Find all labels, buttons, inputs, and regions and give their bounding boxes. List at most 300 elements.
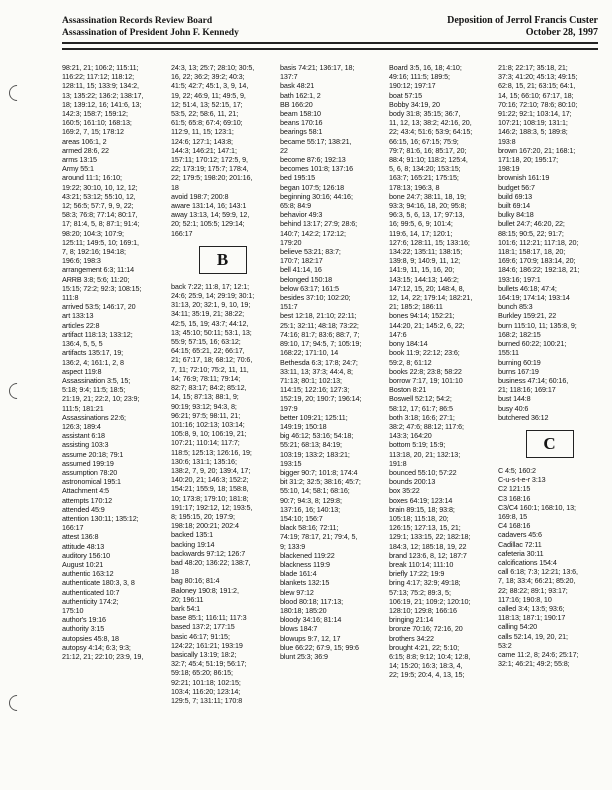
index-entry [171,540,274,549]
index-entry-page-refs: 118:13; 187:1; 190:17 [498,613,566,623]
index-entry [62,265,165,274]
index-entry [498,63,601,146]
index-entry [280,183,383,192]
index-entry-page-refs: 74:16; 81:7; 83:6; 88:7, 7; [280,329,360,339]
index-entry [280,468,383,477]
index-entry-term-line: blood 80:18; 117:13; [280,596,344,606]
index-entry-term-line: break 110:14; 111:10 [389,559,454,569]
index-entry-term-line: basically 13:19; 18:2; [171,649,237,659]
index-entry-page-refs: 118:1; 158:17, 18, 20; [498,247,566,257]
index-entry-page-refs: 175:10 [62,605,84,615]
index-entry-page-refs: 79:7; 81:6, 16; 85:17, 20; [389,145,467,155]
index-entry-page-refs: 59:2, 8; 61:12 [389,357,432,367]
index-entry-term-line: came 11:2, 8; 24:6; 25:17; [498,649,579,659]
index-entry-term-line: 24:3, 13; 25:7; 28:10; 30:5, [171,63,255,72]
index-entry-term-line: C3/C4 160:1; 168:10, 13; [498,502,576,512]
index-entry-term-line: articles 22:8 [62,320,100,330]
index-entry-term-line: bunch 85:3 [498,302,533,312]
index-entry [280,155,383,164]
index-entry [389,486,492,495]
index-entry [498,367,601,376]
index-entry [498,146,601,174]
index-entry-term-line: auditory 156:10 [62,550,111,560]
index-entry [389,192,492,312]
index-entry-term-line: bell 41:14, 16 [280,265,322,275]
index-entry-page-refs: 22; 19:5; 20:4, 4, 13, 15; [389,670,465,680]
index-entry [62,311,165,320]
index-entry-page-refs: 139:8, 9; 140:9, 11, 12; [389,256,460,266]
index-entry [171,192,274,201]
index-entry [171,282,274,530]
index-entry-page-refs: 157:11; 170:12; 172:5, 9, [171,155,248,165]
index-entry-term-line: beam 158:10 [280,109,321,119]
index-entry-term-line: bronze 70:16; 72:16, 20 [389,624,463,634]
index-entry-page-refs: 140:20, 21; 146:3; 152:2; [171,475,249,485]
index-entry [280,569,383,578]
index-entry-term-line: bottom 5:19; 15:9; [389,440,446,450]
index-entry-page-refs: 178:13; 196:3, 8 [389,182,440,192]
index-entry [498,404,601,413]
index-entry-term-line: artifacts 135:17, 19; [62,348,124,358]
index-entry-term-line: bust 144:8 [498,394,531,404]
index-entry-term-line: blows 184:7 [280,624,318,634]
index-entry [62,597,165,615]
index-entry-term-line: bounced 55:10; 57:22 [389,467,457,477]
index-entry [62,624,165,633]
index-entry-term-line: away 13:13, 14; 59:9, 12, [171,210,250,220]
index-entry [389,385,492,394]
index-entry-page-refs: 88:4; 91:10; 118:2; 125:4, [389,155,468,165]
index-entry-term-line: areas 106:1, 2 [62,136,107,146]
index-entry-page-refs: 32:1; 46:21; 49:2; 55:8; [498,659,570,669]
index-entry-term-line: blade 161:4 [280,569,317,579]
index-entry-term-line: briefly 17:22; 19:9 [389,569,445,579]
index-entry-term-line: Army 55:1 [62,164,94,174]
index-entry [389,569,492,578]
index-entry-page-refs: 53:2 [498,640,512,650]
index-entry-term-line: behind 13:17; 27:9; 28:6; [280,219,358,229]
index-entry-page-refs: 58:12, 17; 61:7; 86:5 [389,403,453,413]
section-letter-c: C [526,430,574,458]
index-entry-page-refs: 149:19; 150:18 [280,421,327,431]
index-entry-term-line: authentic 163:12 [62,569,114,579]
index-entry-page-refs: 134:22; 135:11; 138:15; [389,247,463,257]
index-entry-term-line: avoid 198:7; 200:8 [171,191,229,201]
index-entry-term-line: bullet 24:7; 46:20, 22; [498,219,565,229]
index-entry-term-line: author's 19:16 [62,615,106,625]
index-entry [280,173,383,182]
binder-hole-top [6,82,29,105]
index-entry-page-refs: 49:16; 111:5; 189:5; [389,72,450,82]
index-entry-term-line: Burkley 159:21, 22 [498,311,557,321]
index-entry-term-line: believe 53:21; 83:7; [280,247,341,257]
index-entry-term-line: attitude 48:13 [62,541,105,551]
index-entry-page-refs: 164:19; 174:14; 193:14 [498,293,570,303]
index-entry [389,624,492,633]
index-entry-page-refs: 179:20 [280,237,302,247]
index-entry-page-refs: 96:21; 97:5; 98:11, 21; [171,410,241,420]
index-entry [280,634,383,643]
index-entry-page-refs: 191:8 [389,458,407,468]
index-entry [498,302,601,311]
index-entry-page-refs: 103:19; 133:2; 183:21; [280,449,350,459]
index-entry [389,496,492,505]
index-entry-term-line: becomes 101:8; 137:16 [280,164,354,174]
index-entry [498,192,601,201]
index-entry [498,210,601,219]
index-entry-page-refs: 92:21; 101:18; 102:15; [171,677,241,687]
index-entry-term-line: cafeteria 30:11 [498,548,544,558]
index-entry-term-line: authenticated 10:7 [62,587,120,597]
index-entry [280,137,383,155]
index-entry-term-line: based 137:2; 177:15 [171,622,235,632]
index-entry-term-line: bullets 46:18; 47:4; [498,283,557,293]
index-entry-term-line: bag 80:16; 81:4 [171,576,220,586]
index-entry-term-line: backed 135:1 [171,530,213,540]
index-entry [62,477,165,486]
index-entry [171,604,274,613]
index-entry-term-line: backing 19:14 [171,539,215,549]
index-entry-page-refs: 168:22; 171:10, 14 [280,348,339,358]
index-entry-term-line: attention 130:11; 135:12; [62,513,139,523]
index-entry-term-line: bigger 90:7; 101:8; 174:4 [280,467,358,477]
index-entry-page-refs: 190:12; 197:17 [389,81,436,91]
index-entry-term-line: boxes 64:19; 123:14 [389,495,453,505]
index-entry-term-line: attempts 170:12 [62,495,113,505]
index-entry-page-refs: 55:21; 68:13; 84:19; [280,440,342,450]
index-entry-page-refs: 138:2, 7, 9, 20; 139:4, 17; [171,465,251,475]
index-entry-term-line: blew 97:12 [280,587,314,597]
index-entry-term-line: assumption 78:20 [62,467,118,477]
index-entry-term-line: busy 40:6 [498,403,529,413]
index-entry-page-refs: 91:22; 92:1; 103:14, 17; [498,109,572,119]
index-column-5 [498,63,601,789]
index-column-4 [389,63,492,789]
index-entry [62,155,165,164]
index-entry-term-line: become 87:6; 192:13 [280,155,346,165]
index-entry-term-line: bone 24:7; 38:11, 18, 19; [389,191,466,201]
index-entry-term-line: Boswell 52:12; 54:2; [389,394,452,404]
index-entry [171,632,274,650]
index-entry-term-line: base 85:1; 116:11; 117:3 [171,613,247,623]
index-entry-page-refs: 59:18; 65:20; 86:15; [171,668,233,678]
index-entry [171,576,274,585]
index-entry-term-line: brownish 161:19 [498,173,550,183]
index-entry-page-refs: 43:21; 53:12; 55:10, 12, [62,191,136,201]
index-entry-term-line: bony 184:14 [389,339,428,349]
index-entry [280,477,383,523]
index-entry-term-line: behavior 49:3 [280,210,323,220]
index-entry [389,109,492,192]
index-entry [280,109,383,118]
index-entry [62,367,165,376]
index-entry [62,275,165,303]
index-entry-page-refs: 197:9 [280,403,298,413]
index-entry-page-refs: 22; 179:5; 198:20; 201:16, [171,173,253,183]
index-entry [498,394,601,403]
index-entry [62,542,165,551]
index-entry-term-line: Baloney 190:8; 191:2, [171,585,239,595]
index-entry [498,494,601,503]
index-entry-term-line: C-u-s-t-e-r 3:13 [498,475,546,485]
index-entry-page-refs: 14; 76:9; 78:11; 79:14; [171,373,241,383]
header-right [447,15,598,39]
index-entry-term-line: calls 52:14, 19, 20, 21; [498,631,568,641]
index-entry-page-refs: 17; 81:4, 5, 8; 87:1; 91:4; [62,219,140,229]
index-entry-term-line: arrangement 6:3; 11:14 [62,265,134,275]
index-entry-page-refs: 126:15; 127:13, 15, 21; [389,523,461,533]
index-entry-page-refs: 114:15; 122:16; 127:3; [280,385,350,395]
index-entry-page-refs: 7, 8; 192:16; 194:18; [62,247,126,257]
index-entry-term-line: boat 57:15 [389,90,422,100]
header-rule-bottom [62,48,598,50]
index-entry-page-refs: 103:4; 116:20; 123:14; [171,686,241,696]
index-entry-term-line: big 46:12; 53:16; 54:18; [280,431,354,441]
index-entry [280,219,383,247]
index-entry-term-line: attended 45:9 [62,504,105,514]
index-entry-page-refs: 160:5; 161:10; 168:13; [62,118,132,128]
index-entry-page-refs: 70:16; 72:10; 78:6; 80:10; [498,99,578,109]
index-entry-page-refs: 116:22; 117:12; 118:12; [62,72,135,82]
index-entry-page-refs: 20; 196:11 [171,594,204,604]
index-entry [498,632,601,650]
index-entry-term-line: bounds 200:13 [389,477,436,487]
index-entry-term-line: authenticity 174:2; [62,596,119,606]
index-entry [171,63,274,192]
index-entry-page-refs: 13; 45:10; 50:11; 53:1, 13; [171,327,252,337]
index-entry-term-line: besides 37:10; 102:20; [280,293,351,303]
index-entry-page-refs: 18 [171,182,179,192]
index-entry-page-refs: 65:8; 84:9 [280,201,311,211]
index-entry-term-line: attest 136:8 [62,532,99,542]
index-entry [62,588,165,597]
index-entry [62,560,165,569]
index-entry [280,578,383,587]
index-entry-term-line: basis 74:21; 136:17, 18; [280,63,355,72]
index-entry [498,219,601,283]
index-entry-term-line: bath 162:1, 2 [280,90,321,100]
index-entry-term-line: bring 4:17; 32:9; 49:18; [389,578,461,588]
index-entry-term-line: best 12:18, 21:10; 22:11; [280,311,357,321]
index-entry [389,643,492,680]
index-entry-page-refs: 53:5, 22; 58:6, 11, 21; [171,109,239,119]
index-entry-page-refs: 125:11; 149:5, 10; 169:1, [62,237,139,247]
index-entry [62,450,165,459]
index-entry-term-line: brand 123:6, 8, 12; 187:7 [389,550,467,560]
index-entry-term-line: autopsy 4:14; 6:3; 9:3; [62,642,131,652]
index-entry-page-refs: 198:18; 200:21; 202:4 [171,521,239,531]
index-entry-page-refs: 168:2; 182:15 [498,329,541,339]
index-entry [62,302,165,311]
index-entry-page-refs: 193:16; 197:1 [498,274,541,284]
index-entry [280,431,383,468]
index-entry-term-line: calcifications 154:4 [498,557,557,567]
index-entry-term-line: better 109:21; 125:11; [280,412,348,422]
index-entry-page-refs: 105:8, 9, 10; 106:19, 21; [171,429,247,439]
index-entry [280,91,383,100]
index-entry-page-refs: 12, 14, 22; 179:14; 182:21, [389,293,473,303]
index-entry-page-refs: 61:5; 65:8; 67:4; 69:10; [171,118,243,128]
index-entry-page-refs: 8; 195:15, 20; 197:9; [171,511,235,521]
index-entry-term-line: C 4:5; 160:2 [498,465,536,475]
index-entry-term-line: both 3:18; 16:6; 27:1; [389,412,455,422]
index-entry-term-line: cadavers 45:6 [498,530,542,540]
index-entry [171,586,274,604]
index-entry [498,376,601,394]
index-entry [389,615,492,624]
index-entry-page-refs: 163:7; 165:21; 175:15; [389,173,459,183]
index-entry [171,622,274,631]
index-entry-page-refs: 101:16; 102:13; 103:14; [171,419,245,429]
index-entry-term-line: assumed 199:19 [62,458,114,468]
index-entry-page-refs: 33:11, 13; 37:3; 44:4, 8; [280,366,353,376]
index-entry-page-refs: 191:17; 192:12, 12; 193:5, [171,502,253,512]
index-entry [498,475,601,484]
index-entry [62,63,165,137]
index-entry [389,63,492,91]
index-entry-term-line: blunt 25:3; 36:9 [280,652,328,661]
index-entry-term-line: business 47:14; 60:16, [498,375,569,385]
index-entry-page-refs: 20; 52:1; 105:5; 129:14; [171,219,245,229]
index-entry [280,164,383,173]
index-entry [280,118,383,127]
index-entry [62,615,165,624]
index-entry-page-refs: 193:15 [280,458,302,468]
index-entry-page-refs: 66:15, 16; 67:15; 75:9; [389,136,459,146]
index-entry [62,376,165,413]
index-entry-page-refs: 16, 22; 36:2; 39:2; 40:3; [171,72,245,82]
index-entry [280,284,383,293]
index-entry-page-refs: 154:10; 156:7 [280,513,323,523]
index-entry [498,339,601,357]
index-entry-page-refs: 18 [171,567,179,577]
index-entry-page-refs: 14, 15; 87:13; 88:1, 9; [171,392,239,402]
index-entry-page-refs: 118:5; 125:13; 126:16, 19; [171,447,252,457]
index-entry [280,643,383,652]
index-entry-term-line: backwards 97:12; 126:7 [171,548,246,558]
index-entry [280,615,383,624]
index-entry-term-line: blue 66:22; 67:9, 15; 99:6 [280,642,359,652]
index-entry [389,376,492,385]
index-entry-page-refs: 82:7; 83:17; 84:2; 85:12, [171,383,247,393]
index-entry-page-refs: 128:11, 15; 133:9; 134:2, [62,81,139,91]
index-entry-term-line: armed 28:6, 22 [62,145,109,155]
index-entry [62,348,165,366]
index-entry [280,210,383,219]
index-entry-page-refs: 193:8 [498,136,516,146]
index-entry-page-refs: 62:8, 15, 21; 63:15; 64:1, [498,81,576,91]
index-entry-term-line: August 10:21 [62,559,104,569]
index-entry-page-refs: 18; 139:12, 16; 141:6, 13; [62,99,142,109]
index-entry-term-line: assistant 6:18 [62,431,105,441]
index-entry [62,173,165,265]
index-entry [62,330,165,348]
index-entry-term-line: C2 121:15 [498,484,531,494]
index-entry-page-refs: 21; 67:17, 18; 68:12; 70:6, [171,355,253,365]
index-entry-term-line: bit 31:2; 32:5; 38:16; 45:7; [280,477,361,487]
index-entry [389,311,492,339]
index-entry-page-refs: 90:19; 93:12; 94:3, 8; [171,401,237,411]
index-entry [62,496,165,505]
index-entry-term-line: body 31:8; 35:15; 36:7, [389,109,461,119]
index-entry-page-refs: 111:8 [62,293,79,303]
index-entry [62,146,165,155]
index-entry [280,551,383,560]
index-entry-term-line: aware 131:14, 16; 143:1 [171,201,247,211]
index-entry [280,652,383,661]
binder-hole-middle [6,380,29,403]
index-entry [389,468,492,477]
index-entry-term-line: budget 56:7 [498,182,535,192]
index-entry [389,91,492,100]
index-entry-page-refs: 19, 22; 46:9, 11; 49:5, 9, [171,90,246,100]
index-entry-page-refs: 22 [280,145,288,155]
index-entry [498,183,601,192]
index-entry-term-line: Bobby 34:19, 20 [389,99,440,109]
index-entry-page-refs: 169:8, 15 [498,511,528,521]
index-entry-term-line: bask 48:21 [280,81,315,91]
index-entry-page-refs: 147:12, 15, 20; 148:4, 8, [389,283,465,293]
binder-holes [0,0,30,790]
index-entry-term-line: bark 54:1 [171,603,201,613]
index-entry [62,486,165,495]
index-entry [62,321,165,330]
index-entry-page-refs: 89:10, 17; 94:5, 7; 105:19; [280,339,362,349]
index-entry-page-refs: 184:6; 186:22; 192:18, 21; [498,265,580,275]
index-entry-term-line: artifact 118:13; 133:12; [62,329,133,339]
index-entry-term-line: ARRB 3:8; 5:6; 11:20; [62,274,130,284]
index-entry [171,613,274,622]
index-entry [62,505,165,514]
index-entry [280,100,383,109]
index-entry [389,560,492,569]
index-entry-page-refs: 57:13; 75:2; 89:3, 5; [389,587,451,597]
index-entry-term-line: beans 170:16 [280,118,323,128]
index-entry [498,484,601,493]
index-entry-page-refs: 58:3; 76:8; 77:14; 80:17, [62,210,138,220]
index-entry [498,604,601,622]
index-entry-page-refs: 171:18, 20; 195:17; [498,155,559,165]
index-entry-term-line: astronomical 195:1 [62,477,121,487]
index-entry [280,597,383,615]
index-entry [62,578,165,587]
index-entry [280,560,383,569]
index-entry-page-refs: 112:9, 11, 15; 123:1; [171,127,234,137]
index-entry-term-line: arms 13:15 [62,155,97,165]
index-entry-page-refs: 143:15; 144:13; 146:2; [389,274,459,284]
index-entry-page-refs: 128:10; 129:8; 166:16 [389,605,457,615]
index-entry-term-line: called 3:4; 13:5; 93:6; [498,603,565,613]
index-entry [280,63,383,81]
index-entry-page-refs: 127:6; 128:11, 15; 133:16; [389,237,470,247]
index-entry-term-line: blackened 119:22 [280,550,335,560]
index-entry-page-refs: 90:7; 94:3, 8; 129:8; [280,495,342,505]
index-entry [62,569,165,578]
index-entry-term-line: butchered 36:12 [498,412,549,422]
index-entry-page-refs: 6:15; 8:8; 9:12; 10:4; 12:8, [389,652,471,661]
index-entry-term-line: basic 46:17; 91:15; [171,631,230,641]
index-entry-page-refs: 71:13; 80:1; 102:13; [280,375,342,385]
index-entry [498,558,601,567]
index-entry [389,413,492,441]
index-entry-page-refs: 12; 56:5; 57:7, 9, 9, 22; [62,201,134,211]
index-entry-page-refs: 111:5; 181:21 [62,403,104,413]
index-entry-page-refs: 38:2; 47:6; 88:12; 117:6; [389,421,464,431]
index-entry-term-line: 98:21, 21; 106:2; 115:11; [62,63,139,72]
index-entry-term-line: bearings 58:1 [280,127,323,137]
header-date: October 28, 1997 [525,27,598,38]
index-entry-term-line: assume 20:18; 79:1 [62,449,124,459]
